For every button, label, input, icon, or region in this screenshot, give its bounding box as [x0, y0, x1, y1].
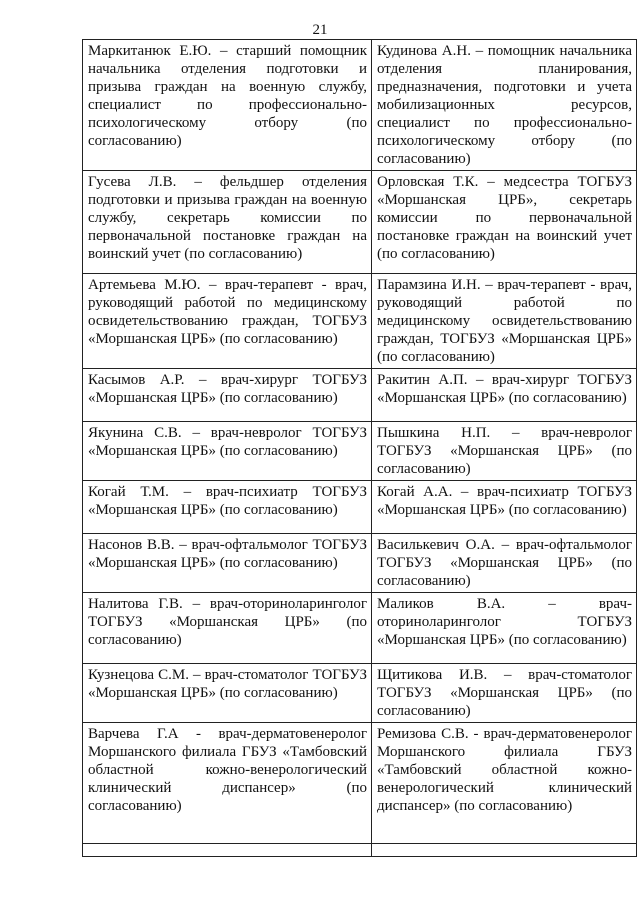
reserve-member-cell: Кудинова А.Н. – помощник начальника отделения планирования, предназначения, подготовки и учета мобилизационных ресурсов, специалист по профессионально-психологическому отбору (по согласованию)	[372, 40, 637, 171]
primary-member-cell: Якунина С.В. – врач-невролог ТОГБУЗ «Моршанская ЦРБ» (по согласованию)	[83, 422, 372, 481]
table-row	[83, 593, 637, 664]
reserve-member-cell: Маликов В.А. – врач-оториноларинголог ТОГБУЗ «Моршанская ЦРБ» (по согласованию)	[372, 593, 637, 664]
table-row	[83, 171, 637, 274]
primary-member-cell: Когай Т.М. – врач-психиатр ТОГБУЗ «Моршанская ЦРБ» (по согласованию)	[83, 481, 372, 534]
page-number: 21	[312, 22, 328, 38]
reserve-member-cell: Щитикова И.В. – врач-стоматолог ТОГБУЗ «Моршанская ЦРБ» (по согласованию)	[372, 664, 637, 723]
table-row	[83, 481, 637, 534]
primary-member-cell: Гусева Л.В. – фельдшер отделения подготовки и призыва граждан на военную службу, секретарь комиссии по первоначальной постановке граждан на воинский учет (по согласованию)	[83, 171, 372, 274]
reserve-member-cell: Когай А.А. – врач-психиатр ТОГБУЗ «Моршанская ЦРБ» (по согласованию)	[372, 481, 637, 534]
table-row	[83, 723, 637, 844]
table-row	[83, 664, 637, 723]
commission-members-table	[82, 39, 637, 857]
primary-member-cell: Насонов В.В. – врач-офтальмолог ТОГБУЗ «Моршанская ЦРБ» (по согласованию)	[83, 534, 372, 593]
reserve-member-cell: Василькевич О.А. – врач-офтальмолог ТОГБУЗ «Моршанская ЦРБ» (по согласованию)	[372, 534, 637, 593]
primary-member-cell: Варчева Г.А - врач-дерматовенеролог Моршанского филиала ГБУЗ «Тамбовский областной кожно-венерологический клинический диспансер» (по согласованию)	[83, 723, 372, 844]
primary-member-cell: Кузнецова С.М. – врач-стоматолог ТОГБУЗ «Моршанская ЦРБ» (по согласованию)	[83, 664, 372, 723]
primary-member-cell: Артемьева М.Ю. – врач-терапевт - врач, руководящий работой по медицинскому освидетельствованию граждан, ТОГБУЗ «Моршанская ЦРБ» (по согласованию)	[83, 274, 372, 369]
reserve-member-cell: Орловская Т.К. – медсестра ТОГБУЗ «Моршанская ЦРБ», секретарь комиссии по первоначальной постановке граждан на воинский учет (по согласованию)	[372, 171, 637, 274]
reserve-member-cell: Пышкина Н.П. – врач-невролог ТОГБУЗ «Моршанская ЦРБ» (по согласованию)	[372, 422, 637, 481]
table-row	[83, 534, 637, 593]
table-row	[83, 369, 637, 422]
empty-cell	[83, 844, 372, 857]
reserve-member-cell: Ремизова С.В. - врач-дерматовенеролог Моршанского филиала ГБУЗ «Тамбовский областной кожно-венерологический клинический диспансер» (по согласованию)	[372, 723, 637, 844]
primary-member-cell: Маркитанюк Е.Ю. – старший помощник начальника отделения подготовки и призыва граждан на военную службу, специалист по профессионально-психологическому отбору (по согласованию)	[83, 40, 372, 171]
primary-member-cell: Налитова Г.В. – врач-оториноларинголог ТОГБУЗ «Моршанская ЦРБ» (по согласованию)	[83, 593, 372, 664]
table-row-empty	[83, 844, 637, 857]
empty-cell	[372, 844, 637, 857]
reserve-member-cell: Парамзина И.Н. – врач-терапевт - врач, руководящий работой по медицинскому освидетельствованию граждан, ТОГБУЗ «Моршанская ЦРБ» (по согласованию)	[372, 274, 637, 369]
reserve-member-cell: Ракитин А.П. – врач-хирург ТОГБУЗ «Моршанская ЦРБ» (по согласованию)	[372, 369, 637, 422]
table-row	[83, 274, 637, 369]
primary-member-cell: Касымов А.Р. – врач-хирург ТОГБУЗ «Моршанская ЦРБ» (по согласованию)	[83, 369, 372, 422]
table-row	[83, 40, 637, 171]
table-row	[83, 422, 637, 481]
